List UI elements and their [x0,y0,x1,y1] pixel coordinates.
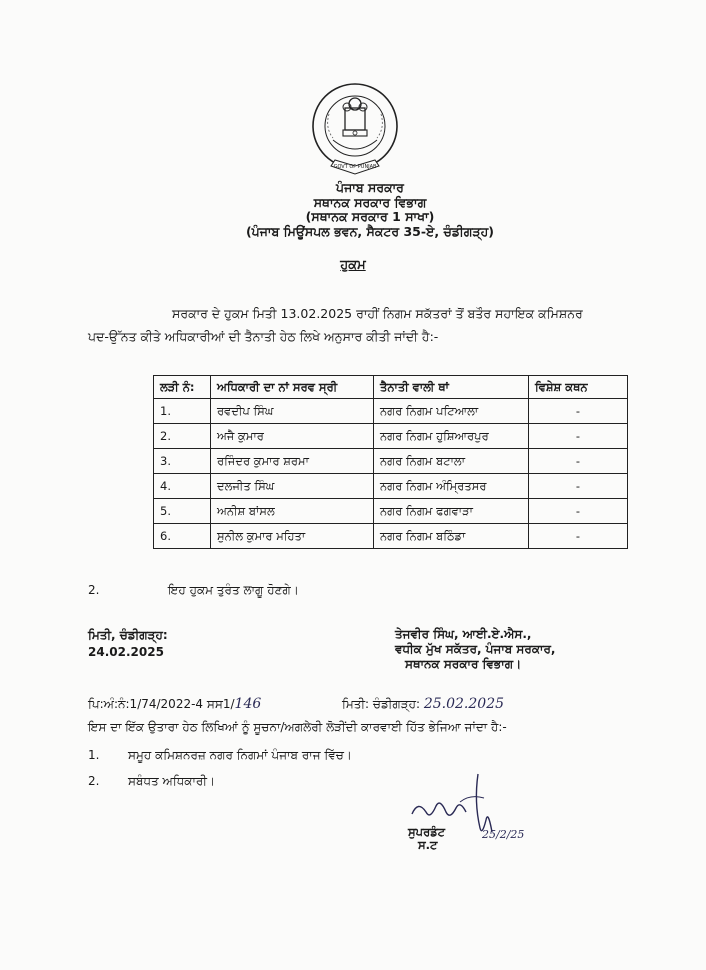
order-intro [88,302,633,348]
signatory-block [395,627,555,672]
emblem-ribbon-text: GOVT OF PUNJAB [333,164,377,170]
superintendent-sub: ਸ.ਟ [418,838,438,852]
posting-cell: ਨਗਰ ਨਿਗਮ ਫਗਵਾੜਾ [374,499,529,524]
serial-cell: 6. [154,524,211,549]
order-title: ਹੁਕਮ [340,258,366,273]
item-text: ਸਮੂਹ ਕਮਿਸ਼ਨਰਜ਼ ਨਗਰ ਨਿਗਮਾਂ ਪੰਜਾਬ ਰਾਜ ਵਿੱਚ। [128,748,352,762]
date-value: 25.02.2025 [423,696,505,712]
serial-cell: 5. [154,499,211,524]
officer-cell: ਅਨੀਸ਼ ਬਾਂਸਲ [211,499,374,524]
reference-prefix: ਪਿ:ਅੰ:ਨੰ:1/74/2022-4 ਸਸ1/ [88,697,235,711]
table-row [154,499,628,524]
officer-cell: ਦਲਜੀਤ ਸਿੰਘ [211,474,374,499]
remarks-cell: - [529,399,628,424]
officer-cell: ਸੁਨੀਲ ਕੁਮਾਰ ਮਹਿਤਾ [211,524,374,549]
posting-cell: ਨਗਰ ਨਿਗਮ ਪਟਿਆਲਾ [374,399,529,424]
remarks-cell: - [529,449,628,474]
clause-text: ਇਹ ਹੁਕਮ ਤੁਰੰਤ ਲਾਗੂ ਹੋਣਗੇ। [168,583,299,597]
department-header [180,181,560,239]
remarks-cell: - [529,474,628,499]
serial-cell: 2. [154,424,211,449]
place-label: ਮਿਤੀ, ਚੰਡੀਗੜ੍ਹ: [88,628,168,642]
signatory-name: ਤੇਜਵੀਰ ਸਿੰਘ, ਆਈ.ਏ.ਐਸ., [395,627,532,641]
signatory-designation: ਵਧੀਕ ਮੁੱਖ ਸਕੱਤਰ, ਪੰਜਾਬ ਸਰਕਾਰ, [395,642,556,656]
item-text: ਸਬੰਧਤ ਅਧਿਕਾਰੀ। [128,774,216,788]
header-line: ਪੰਜਾਬ ਸਰਕਾਰ [336,180,404,195]
order-date: 24.02.2025 [88,645,164,659]
table-row [154,424,628,449]
table-row [154,524,628,549]
signatory-department: ਸਥਾਨਕ ਸਰਕਾਰ ਵਿਭਾਗ। [405,657,522,671]
superintendent-title: ਸੁਪਰਡੰਟ [408,825,446,839]
remarks-cell: - [529,424,628,449]
table-row [154,474,628,499]
date-label: ਮਿਤੀ: ਚੰਡੀਗੜ੍ਹ: [342,697,421,711]
posting-cell: ਨਗਰ ਨਿਗਮ ਬਠਿੰਡਾ [374,524,529,549]
column-header-posting: ਤੈਨਾਤੀ ਵਾਲੀ ਥਾਂ [374,376,529,399]
punjab-government-emblem [307,80,403,180]
serial-cell: 3. [154,449,211,474]
serial-cell: 1. [154,399,211,424]
endorsement-reference [88,696,261,712]
officer-cell: ਰਵਦੀਪ ਸਿੰਘ [211,399,374,424]
superintendent-block [408,826,445,852]
effect-clause [88,583,299,598]
intro-line: ਪਦ-ਉੱਨਤ ਕੀਤੇ ਅਧਿਕਾਰੀਆਂ ਦੀ ਤੈਨਾਤੀ ਹੇਠ ਲਿਖੇ ਅਨੁਸਾਰ ਕੀਤੀ ਜਾਂਦੀ ਹੈ:- [88,329,439,344]
item-number: 1. [88,748,100,762]
posting-cell: ਨਗਰ ਨਿਗਮ ਬਟਾਲਾ [374,449,529,474]
place-date-block [88,627,168,661]
item-number: 2. [88,774,100,788]
officer-cell: ਰਜਿੰਦਰ ਕੁਮਾਰ ਸ਼ਰਮਾ [211,449,374,474]
reference-number: 146 [234,696,262,712]
header-line: (ਪੰਜਾਬ ਮਿਊਂਸਪਲ ਭਵਨ, ਸੈਕਟਰ 35-ਏ, ਚੰਡੀਗੜ੍ਹ) [245,223,495,239]
column-header-serial: ਲੜੀ ਨੰ: [154,376,211,399]
table-row [154,449,628,474]
posting-cell: ਨਗਰ ਨਿਗਮ ਅੰਮ੍ਰਿਤਸਰ [374,474,529,499]
remarks-cell: - [529,524,628,549]
header-line: ਸਥਾਨਕ ਸਰਕਾਰ ਵਿਭਾਗ [313,194,427,210]
posting-table [153,375,628,549]
column-header-officer: ਅਧਿਕਾਰੀ ਦਾ ਨਾਂ ਸਰਵ ਸ੍ਰੀ [211,376,374,399]
list-item [88,774,215,789]
posting-cell: ਨਗਰ ਨਿਗਮ ਹੁਸ਼ਿਆਰਪੁਰ [374,424,529,449]
clause-number: 2. [88,583,100,597]
header-line: (ਸਥਾਨਕ ਸਰਕਾਰ 1 ਸਾਖਾ) [305,209,435,224]
endorsement-date [342,696,504,712]
officer-cell: ਅਜੈ ਕੁਮਾਰ [211,424,374,449]
copy-forwarded-text: ਇਸ ਦਾ ਇੱਕ ਉਤਾਰਾ ਹੇਠ ਲਿਖਿਆਂ ਨੂੰ ਸੂਚਨਾ/ਅਗਲੇਰੀ ਲੋੜੀਂਦੀ ਕਾਰਵਾਈ ਹਿੱਤ ਭੇਜਿਆ ਜਾਂਦਾ ਹੈ:- [88,720,507,734]
serial-cell: 4. [154,474,211,499]
remarks-cell: - [529,499,628,524]
intro-line: ਸਰਕਾਰ ਦੇ ਹੁਕਮ ਮਿਤੀ 13.02.2025 ਰਾਹੀਂ ਨਿਗਮ ਸਕੱਤਰਾਂ ਤੋਂ ਬਤੌਰ ਸਹਾਇਕ ਕਮਿਸ਼ਨਰ [172,306,583,321]
signature-date: 25/2/25 [482,828,525,841]
column-header-remarks: ਵਿਸ਼ੇਸ਼ ਕਥਨ [529,376,628,399]
table-header-row [154,376,628,399]
table-row [154,399,628,424]
list-item [88,748,352,763]
